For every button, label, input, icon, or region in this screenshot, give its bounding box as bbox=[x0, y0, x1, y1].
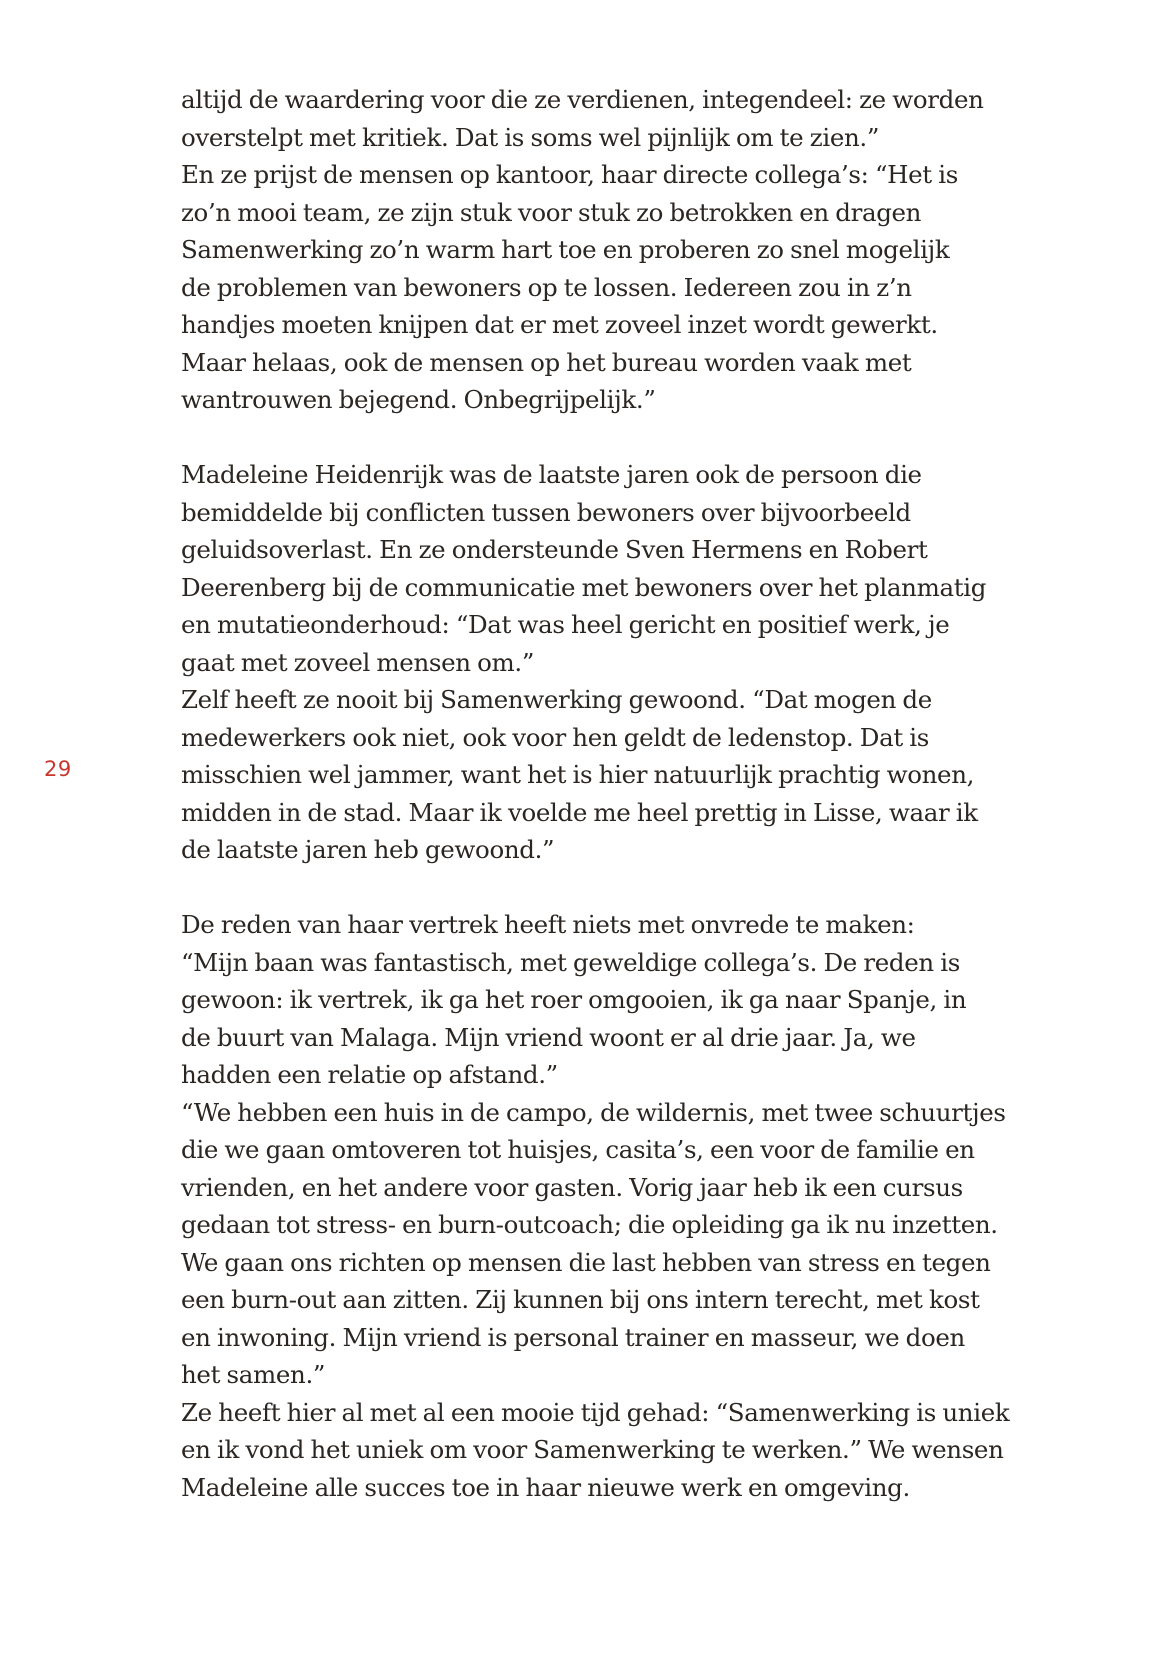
text-line: hadden een relatie op afstand.” bbox=[181, 1060, 558, 1089]
paragraph bbox=[181, 456, 1061, 869]
text-line: Madeleine alle succes toe in haar nieuwe werk en omgeving. bbox=[181, 1472, 910, 1502]
paragraph bbox=[181, 81, 1061, 419]
text-line: Samenwerking zo’n warm hart toe en proberen zo snel mogelijk bbox=[181, 235, 950, 264]
text-line: En ze prijst de mensen op kantoor, haar directe collega’s: “Het is bbox=[181, 160, 958, 189]
text-line: Deerenberg bij de communicatie met bewoners over het planmatig bbox=[181, 572, 987, 602]
text-line: “Mijn baan was fantastisch, met geweldige collega’s. De reden is bbox=[181, 947, 960, 977]
text-line: “We hebben een huis in de campo, de wildernis, met twee schuurtjes bbox=[181, 1097, 1006, 1127]
text-line: Maar helaas, ook de mensen op het bureau worden vaak met bbox=[181, 347, 912, 377]
text-line: de buurt van Malaga. Mijn vriend woont er al drie jaar. Ja, we bbox=[181, 1022, 916, 1052]
text-line: een burn-out aan zitten. Zij kunnen bij ons intern terecht, met kost bbox=[181, 1285, 980, 1314]
text-line: De reden van haar vertrek heeft niets met onvrede te maken: bbox=[181, 910, 915, 939]
text-line: gewoon: ik vertrek, ik ga het roer omgooien, ik ga naar Spanje, in bbox=[181, 985, 967, 1014]
text-line: de laatste jaren heb gewoond.” bbox=[181, 835, 555, 864]
text-line: gaat met zoveel mensen om.” bbox=[181, 647, 535, 677]
text-line: misschien wel jammer, want het is hier natuurlijk prachtig wonen, bbox=[181, 760, 975, 789]
article-body bbox=[181, 81, 1061, 1506]
text-line: medewerkers ook niet, ook voor hen geldt de ledenstop. Dat is bbox=[181, 722, 929, 752]
text-line: en inwoning. Mijn vriend is personal trainer en masseur, we doen bbox=[181, 1322, 965, 1352]
text-line: Zelf heeft ze nooit bij Samenwerking gewoond. “Dat mogen de bbox=[181, 685, 932, 714]
text-line: Ze heeft hier al met al een mooie tijd gehad: “Samenwerking is uniek bbox=[181, 1397, 1010, 1427]
text-line: en mutatieonderhoud: “Dat was heel gericht en positief werk, je bbox=[181, 610, 950, 639]
text-line: en ik vond het uniek om voor Samenwerking te werken.” We wensen bbox=[181, 1435, 1004, 1464]
text-line: Madeleine Heidenrijk was de laatste jaren ook de persoon die bbox=[181, 460, 922, 489]
text-line: het samen.” bbox=[181, 1360, 326, 1389]
paragraph bbox=[181, 906, 1061, 1506]
text-line: vrienden, en het andere voor gasten. Vorig jaar heb ik een cursus bbox=[181, 1172, 963, 1202]
text-line: handjes moeten knijpen dat er met zoveel inzet wordt gewerkt. bbox=[181, 310, 938, 339]
paragraph-spacer bbox=[181, 869, 1061, 907]
text-line: de problemen van bewoners op te lossen. Iedereen zou in z’n bbox=[181, 272, 912, 302]
text-line: overstelpt met kritiek. Dat is soms wel pijnlijk om te zien.” bbox=[181, 122, 880, 152]
text-line: bemiddelde bij conflicten tussen bewoners over bijvoorbeeld bbox=[181, 497, 911, 527]
text-line: die we gaan omtoveren tot huisjes, casita’s, een voor de familie en bbox=[181, 1135, 975, 1164]
text-line: zo’n mooi team, ze zijn stuk voor stuk zo betrokken en dragen bbox=[181, 197, 922, 227]
page-number: 29 bbox=[44, 757, 72, 781]
paragraph-spacer bbox=[181, 419, 1061, 457]
text-line: altijd de waardering voor die ze verdienen, integendeel: ze worden bbox=[181, 85, 984, 114]
text-line: midden in de stad. Maar ik voelde me heel prettig in Lisse, waar ik bbox=[181, 797, 978, 827]
text-line: wantrouwen bejegend. Onbegrijpelijk.” bbox=[181, 385, 656, 414]
text-line: gedaan tot stress- en burn-outcoach; die opleiding ga ik nu inzetten. bbox=[181, 1210, 998, 1239]
text-line: geluidsoverlast. En ze ondersteunde Sven Hermens en Robert bbox=[181, 535, 928, 564]
text-line: We gaan ons richten op mensen die last hebben van stress en tegen bbox=[181, 1247, 991, 1277]
